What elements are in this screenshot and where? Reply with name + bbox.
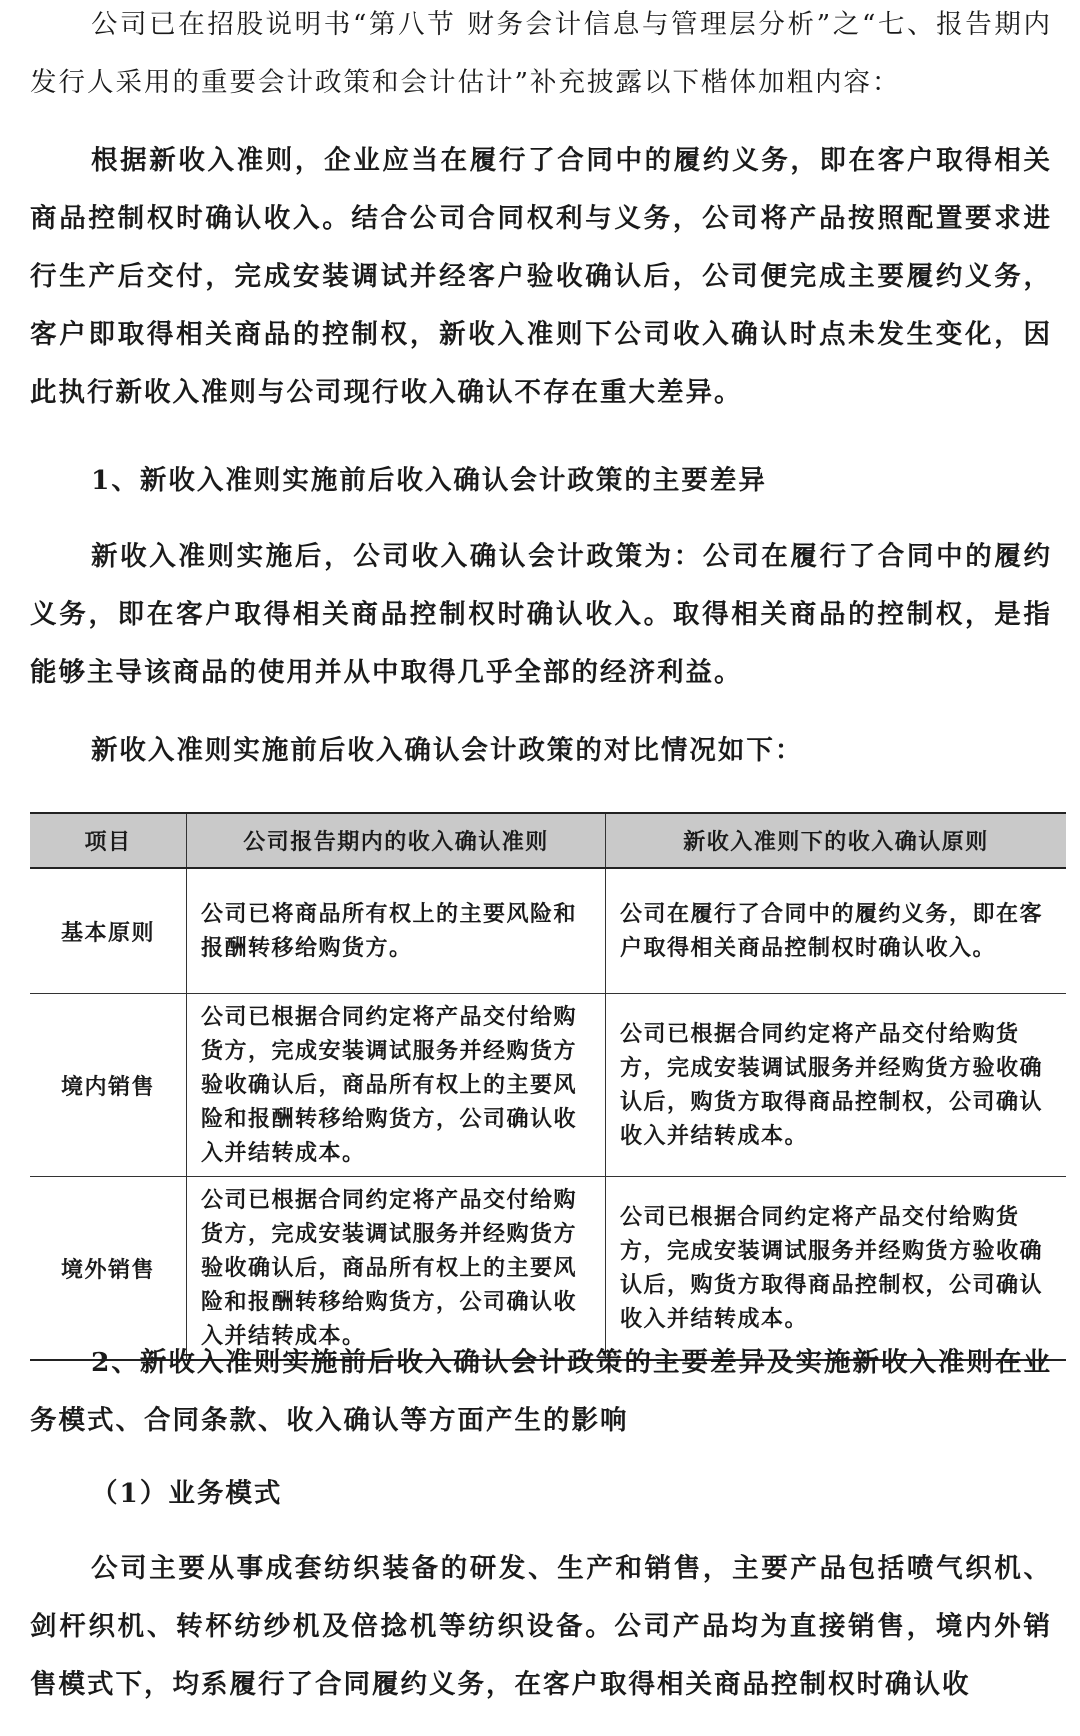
table-row bbox=[30, 1177, 1066, 1361]
row-item-label: 境外销售 bbox=[30, 1177, 187, 1361]
old-standard-cell: 公司已根据合同约定将产品交付给购货方，完成安装调试服务并经购货方验收确认后，商品所有权上的主要风险和报酬转移给购货方，公司确认收入并结转成本。 bbox=[187, 1177, 606, 1361]
subsection-heading-business-model: （1）业务模式 bbox=[90, 1478, 283, 1509]
intro-paragraph: 公司已在招股说明书“第八节 财务会计信息与管理层分析”之“七、报告期内发行人采用的重要会计政策和会计估计”补充披露以下楷体加粗内容： bbox=[30, 9, 1052, 98]
revenue-standard-paragraph: 根据新收入准则，企业应当在履行了合同中的履约义务，即在客户取得相关商品控制权时确认收入。结合公司合同权利与义务，公司将产品按照配置要求进行生产后交付，完成安装调试并经客户验收确认后，公司便完成主要履约义务，客户即取得相关商品的控制权，新收入准则下公司收入确认时点未发生变化，因此执行新收入准则与公司现行收入确认不存在重大差异。 bbox=[30, 145, 1052, 408]
header-old-standard: 公司报告期内的收入确认准则 bbox=[187, 813, 606, 868]
section-heading-2: 2、新收入准则实施前后收入确认会计政策的主要差异及实施新收入准则在业务模式、合同条款、收入确认等方面产生的影响 bbox=[30, 1347, 1052, 1436]
table-row bbox=[30, 868, 1066, 994]
new-standard-cell: 公司已根据合同约定将产品交付给购货方，完成安装调试服务并经购货方验收确认后，购货方取得商品控制权，公司确认收入并结转成本。 bbox=[606, 1177, 1067, 1361]
table-header-row bbox=[30, 813, 1066, 868]
comparison-table bbox=[30, 812, 1066, 1361]
policy-after-paragraph: 新收入准则实施后，公司收入确认会计政策为：公司在履行了合同中的履约义务，即在客户取得相关商品控制权时确认收入。取得相关商品的控制权，是指能够主导该商品的使用并从中取得几乎全部的经济利益。 bbox=[30, 541, 1052, 688]
old-standard-cell: 公司已将商品所有权上的主要风险和报酬转移给购货方。 bbox=[187, 868, 606, 994]
section-heading-1: 1、新收入准则实施前后收入确认会计政策的主要差异 bbox=[90, 465, 767, 496]
new-standard-cell: 公司在履行了合同中的履约义务，即在客户取得相关商品控制权时确认收入。 bbox=[606, 868, 1067, 994]
old-standard-cell: 公司已根据合同约定将产品交付给购货方，完成安装调试服务并经购货方验收确认后，商品所有权上的主要风险和报酬转移给购货方，公司确认收入并结转成本。 bbox=[187, 994, 606, 1177]
header-new-standard: 新收入准则下的收入确认原则 bbox=[606, 813, 1067, 868]
new-standard-cell: 公司已根据合同约定将产品交付给购货方，完成安装调试服务并经购货方验收确认后，购货方取得商品控制权，公司确认收入并结转成本。 bbox=[606, 994, 1067, 1177]
comparison-intro-paragraph: 新收入准则实施前后收入确认会计政策的对比情况如下： bbox=[90, 735, 804, 766]
business-model-paragraph: 公司主要从事成套纺织装备的研发、生产和销售，主要产品包括喷气织机、剑杆织机、转杯纺纱机及倍捻机等纺织设备。公司产品均为直接销售，境内外销售模式下，均系履行了合同履约义务，在客户取得相关商品控制权时确认收 bbox=[30, 1553, 1052, 1700]
table-row bbox=[30, 994, 1066, 1177]
row-item-label: 境内销售 bbox=[30, 994, 187, 1177]
header-item: 项目 bbox=[30, 813, 187, 868]
row-item-label: 基本原则 bbox=[30, 868, 187, 994]
